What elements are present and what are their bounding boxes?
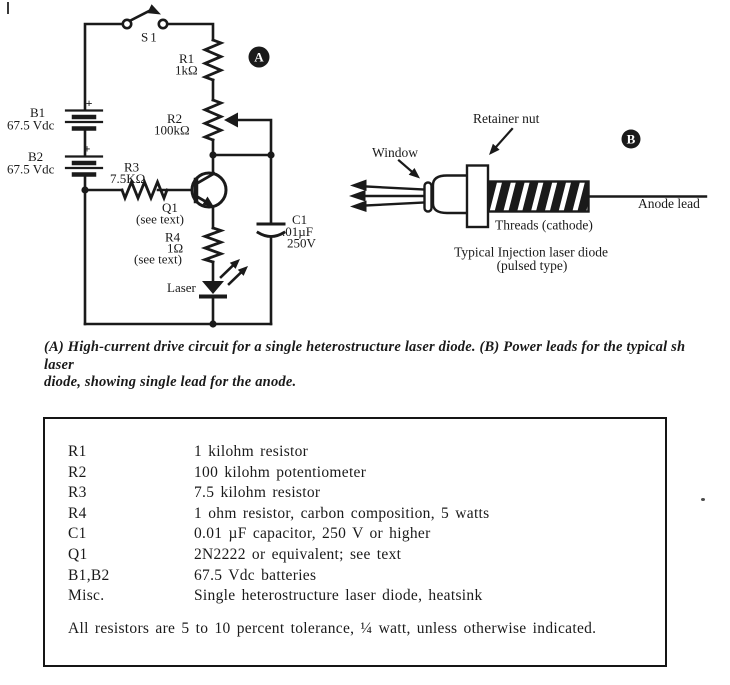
junction-dot [267,151,274,158]
parts-row [68,442,655,463]
parts-list-box [43,417,667,667]
resistor-r4-symbol [205,228,221,262]
window-pointer-arrow [399,161,420,179]
retainer-label: Retainer nut [473,111,540,126]
parts-row [68,524,655,545]
figure-graphics [0,0,730,336]
r1-value-label: 1kΩ [175,62,198,78]
badge-a-letter: A [254,49,264,65]
junction-dot [81,186,88,193]
potentiometer-wiper-arrow [224,113,238,128]
figure-caption [44,339,692,392]
potentiometer-r2-symbol [205,100,238,140]
switch-s1-symbol [123,4,167,28]
threads-element [484,177,591,216]
window-element [425,183,432,212]
r3-value-label: 7.5KΩ [110,171,146,186]
part-desc: 1 ohm resistor, carbon composition, 5 watts [194,504,490,522]
part-desc: 1 kilohm resistor [194,443,309,460]
badge-a-icon [249,47,270,68]
junction-dot [209,320,216,327]
part-desc: 7.5 kilohm resistor [194,484,321,502]
r2-value-label: 100kΩ [154,122,190,138]
part-desc: 0.01 µF capacitor, 250 V or higher [194,525,431,543]
r4-note-label: (see text) [134,251,183,267]
b1-value-label: 67.5 Vdc [7,117,55,133]
b2-value-label: 67.5 Vdc [7,161,55,177]
part-ref: R4 [68,504,87,522]
figure-caption-line2: diode, showing single lead for the anode. [44,374,297,390]
part-ref: R3 [68,484,87,502]
badge-b-letter: B [626,131,636,147]
part-desc: 100 kilohm potentiometer [194,463,367,481]
part-desc: Single heterostructure laser diode, heatsink [194,587,483,605]
diode-caption-line1: Typical Injection laser diode [454,244,608,260]
capacitor-c1-symbol [258,224,284,237]
diode-can-body [433,176,468,214]
laser-diode-figure [349,129,706,227]
junction-dot [209,151,216,158]
r1-ref-label: R1 [179,51,195,66]
b1-plus-sign: + [85,96,93,110]
diode-caption-line2: (pulsed type) [496,258,568,273]
parts-row [68,545,655,566]
r4-value-label: 1Ω [167,240,184,256]
b2-plus-sign: + [83,141,91,156]
part-ref: Q1 [68,545,88,563]
laser-diode-symbol [201,259,248,297]
figure-caption-line1: (A) High-current drive circuit for a single heterostructure laser diode. (B) Power leads for the typical sh laser [44,339,686,373]
resistor-r1-symbol [205,40,221,80]
light-emission-arrows-icon [349,180,424,213]
r3-ref-label: R3 [124,159,140,175]
part-ref: C1 [68,525,87,543]
tolerance-note: All resistors are 5 to 10 percent tolerance, ¼ watt, unless otherwise indicated. [68,619,597,637]
parts-row [68,483,655,504]
retainer-nut-element [467,166,488,228]
part-ref: R2 [68,463,87,481]
parts-row [68,586,655,607]
battery-b1-symbol [66,111,102,129]
q1-note-label: (see text) [136,211,185,227]
parts-row [68,463,655,484]
c1-voltage-label: 250V [287,235,316,251]
part-ref: B1,B2 [68,566,110,584]
part-ref: Misc. [68,587,105,605]
battery-b2-symbol [66,157,102,175]
part-ref: R1 [68,443,87,460]
b1-ref-label: B1 [30,105,46,120]
c1-ref-label: C1 [292,212,308,227]
threads-label: Threads (cathode) [495,217,593,233]
parts-row [68,504,655,525]
wire-wiper [236,120,271,155]
laser-label: Laser [167,280,196,295]
part-desc: 67.5 Vdc batteries [194,566,317,584]
part-desc: 2N2222 or equivalent; see text [194,545,402,563]
q1-ref-label: Q1 [162,200,178,215]
r2-ref-label: R2 [167,111,183,126]
b2-ref-label: B2 [28,149,44,164]
c1-value-label: .01µF [282,224,313,239]
retainer-pointer-arrow [489,129,512,155]
switch-s1-label: S1 [141,29,159,45]
transistor-q1-symbol [192,173,226,207]
scan-artifact [7,2,9,14]
anode-label: Anode lead [638,196,700,211]
parts-row [68,566,655,587]
badge-b-icon [622,130,641,149]
wire-top-right [167,24,213,40]
r4-ref-label: R4 [165,229,181,245]
window-label: Window [372,145,418,160]
scan-artifact [701,498,705,501]
